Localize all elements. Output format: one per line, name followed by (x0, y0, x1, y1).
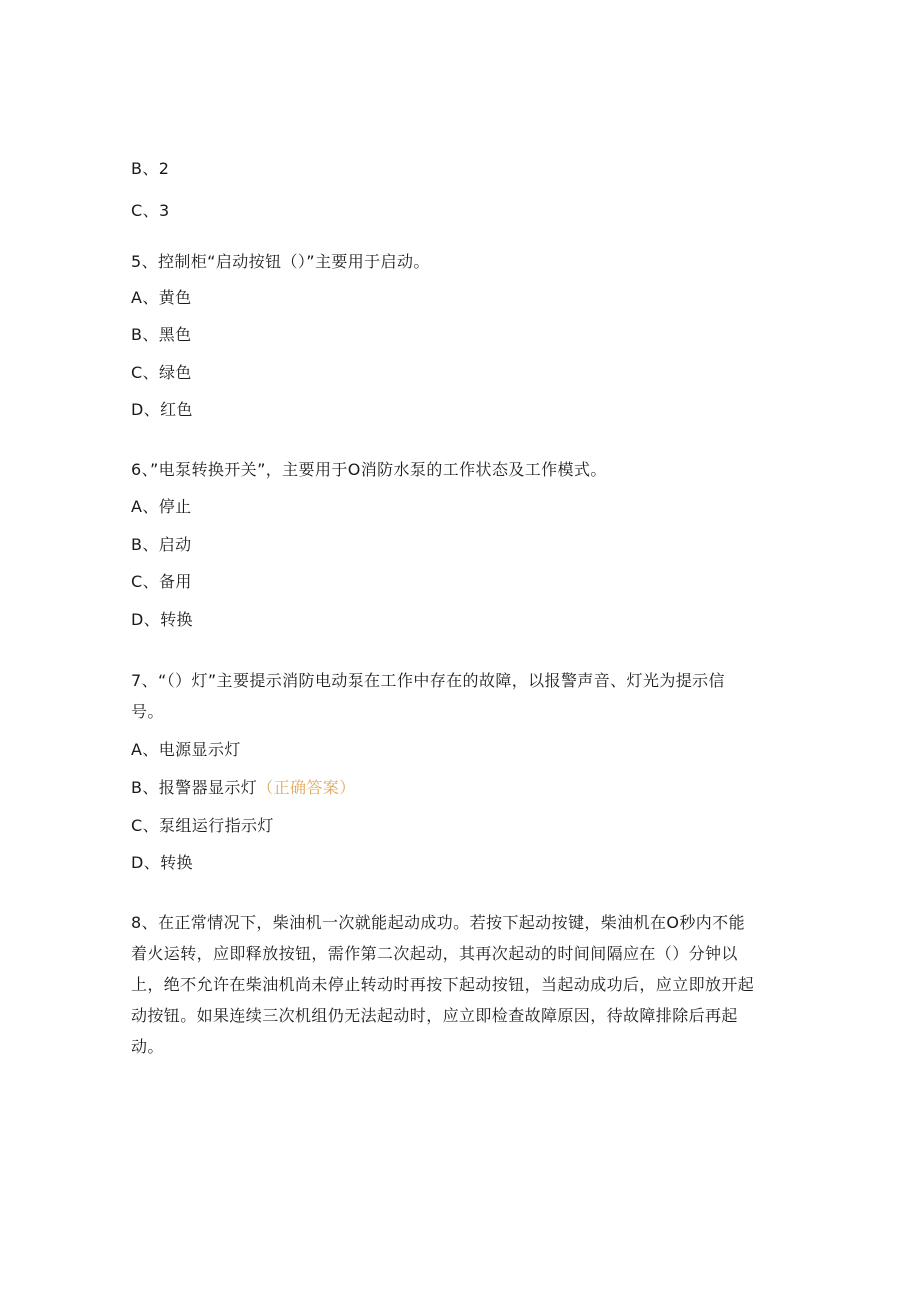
q8-question-line5: 动。 (131, 1037, 164, 1056)
q8-question-line4: 动按钮。如果连续三次机组仍无法起动时，应立即检查故障原因，待故障排除后再起 (131, 1006, 738, 1025)
q6-option-c: C、备用 (131, 572, 192, 591)
q7-option-c: C、泵组运行指示灯 (131, 816, 274, 835)
q7-question-line2: 号。 (131, 702, 164, 721)
q5-option-c: C、绿色 (131, 363, 192, 382)
q7-question-line1: 7、“（）灯”主要提示消防电动泵在工作中存在的故障，以报警声音、灯光为提示信 (131, 671, 725, 690)
q8-question-line1: 8、在正常情况下，柴油机一次就能起动成功。若按下起动按键，柴油机在O秒内不能 (131, 913, 745, 932)
q6-option-a: A、停止 (131, 497, 192, 516)
q5-option-d: D、红色 (131, 400, 193, 419)
q7-option-b (131, 778, 356, 798)
q5-question: 5、控制柜“启动按钮（）”主要用于启动。 (131, 252, 430, 271)
q7-option-a: A、电源显示灯 (131, 740, 241, 759)
q6-option-d: D、转换 (131, 610, 193, 629)
correct-answer-note: （正确答案） (257, 778, 356, 797)
q4-option-b: B、2 (131, 159, 170, 178)
q8-question-line3: 上，绝不允许在柴油机尚未停止转动时再按下起动按钮，当起动成功后，应立即放开起 (131, 975, 755, 994)
q4-option-c: C、3 (131, 201, 170, 220)
q6-question: 6、”电泵转换开关”，主要用于O消防水泵的工作状态及工作模式。 (131, 460, 607, 479)
q8-question-line2: 着火运转，应即释放按钮，需作第二次起动，其再次起动的时间间隔应在（）分钟以 (131, 944, 738, 963)
q7-option-b-text: B、报警器显示灯 (131, 778, 258, 797)
q5-option-b: B、黑色 (131, 325, 192, 344)
q7-option-d: D、转换 (131, 853, 193, 872)
q5-option-a: A、黄色 (131, 288, 192, 307)
q6-option-b: B、启动 (131, 535, 192, 554)
